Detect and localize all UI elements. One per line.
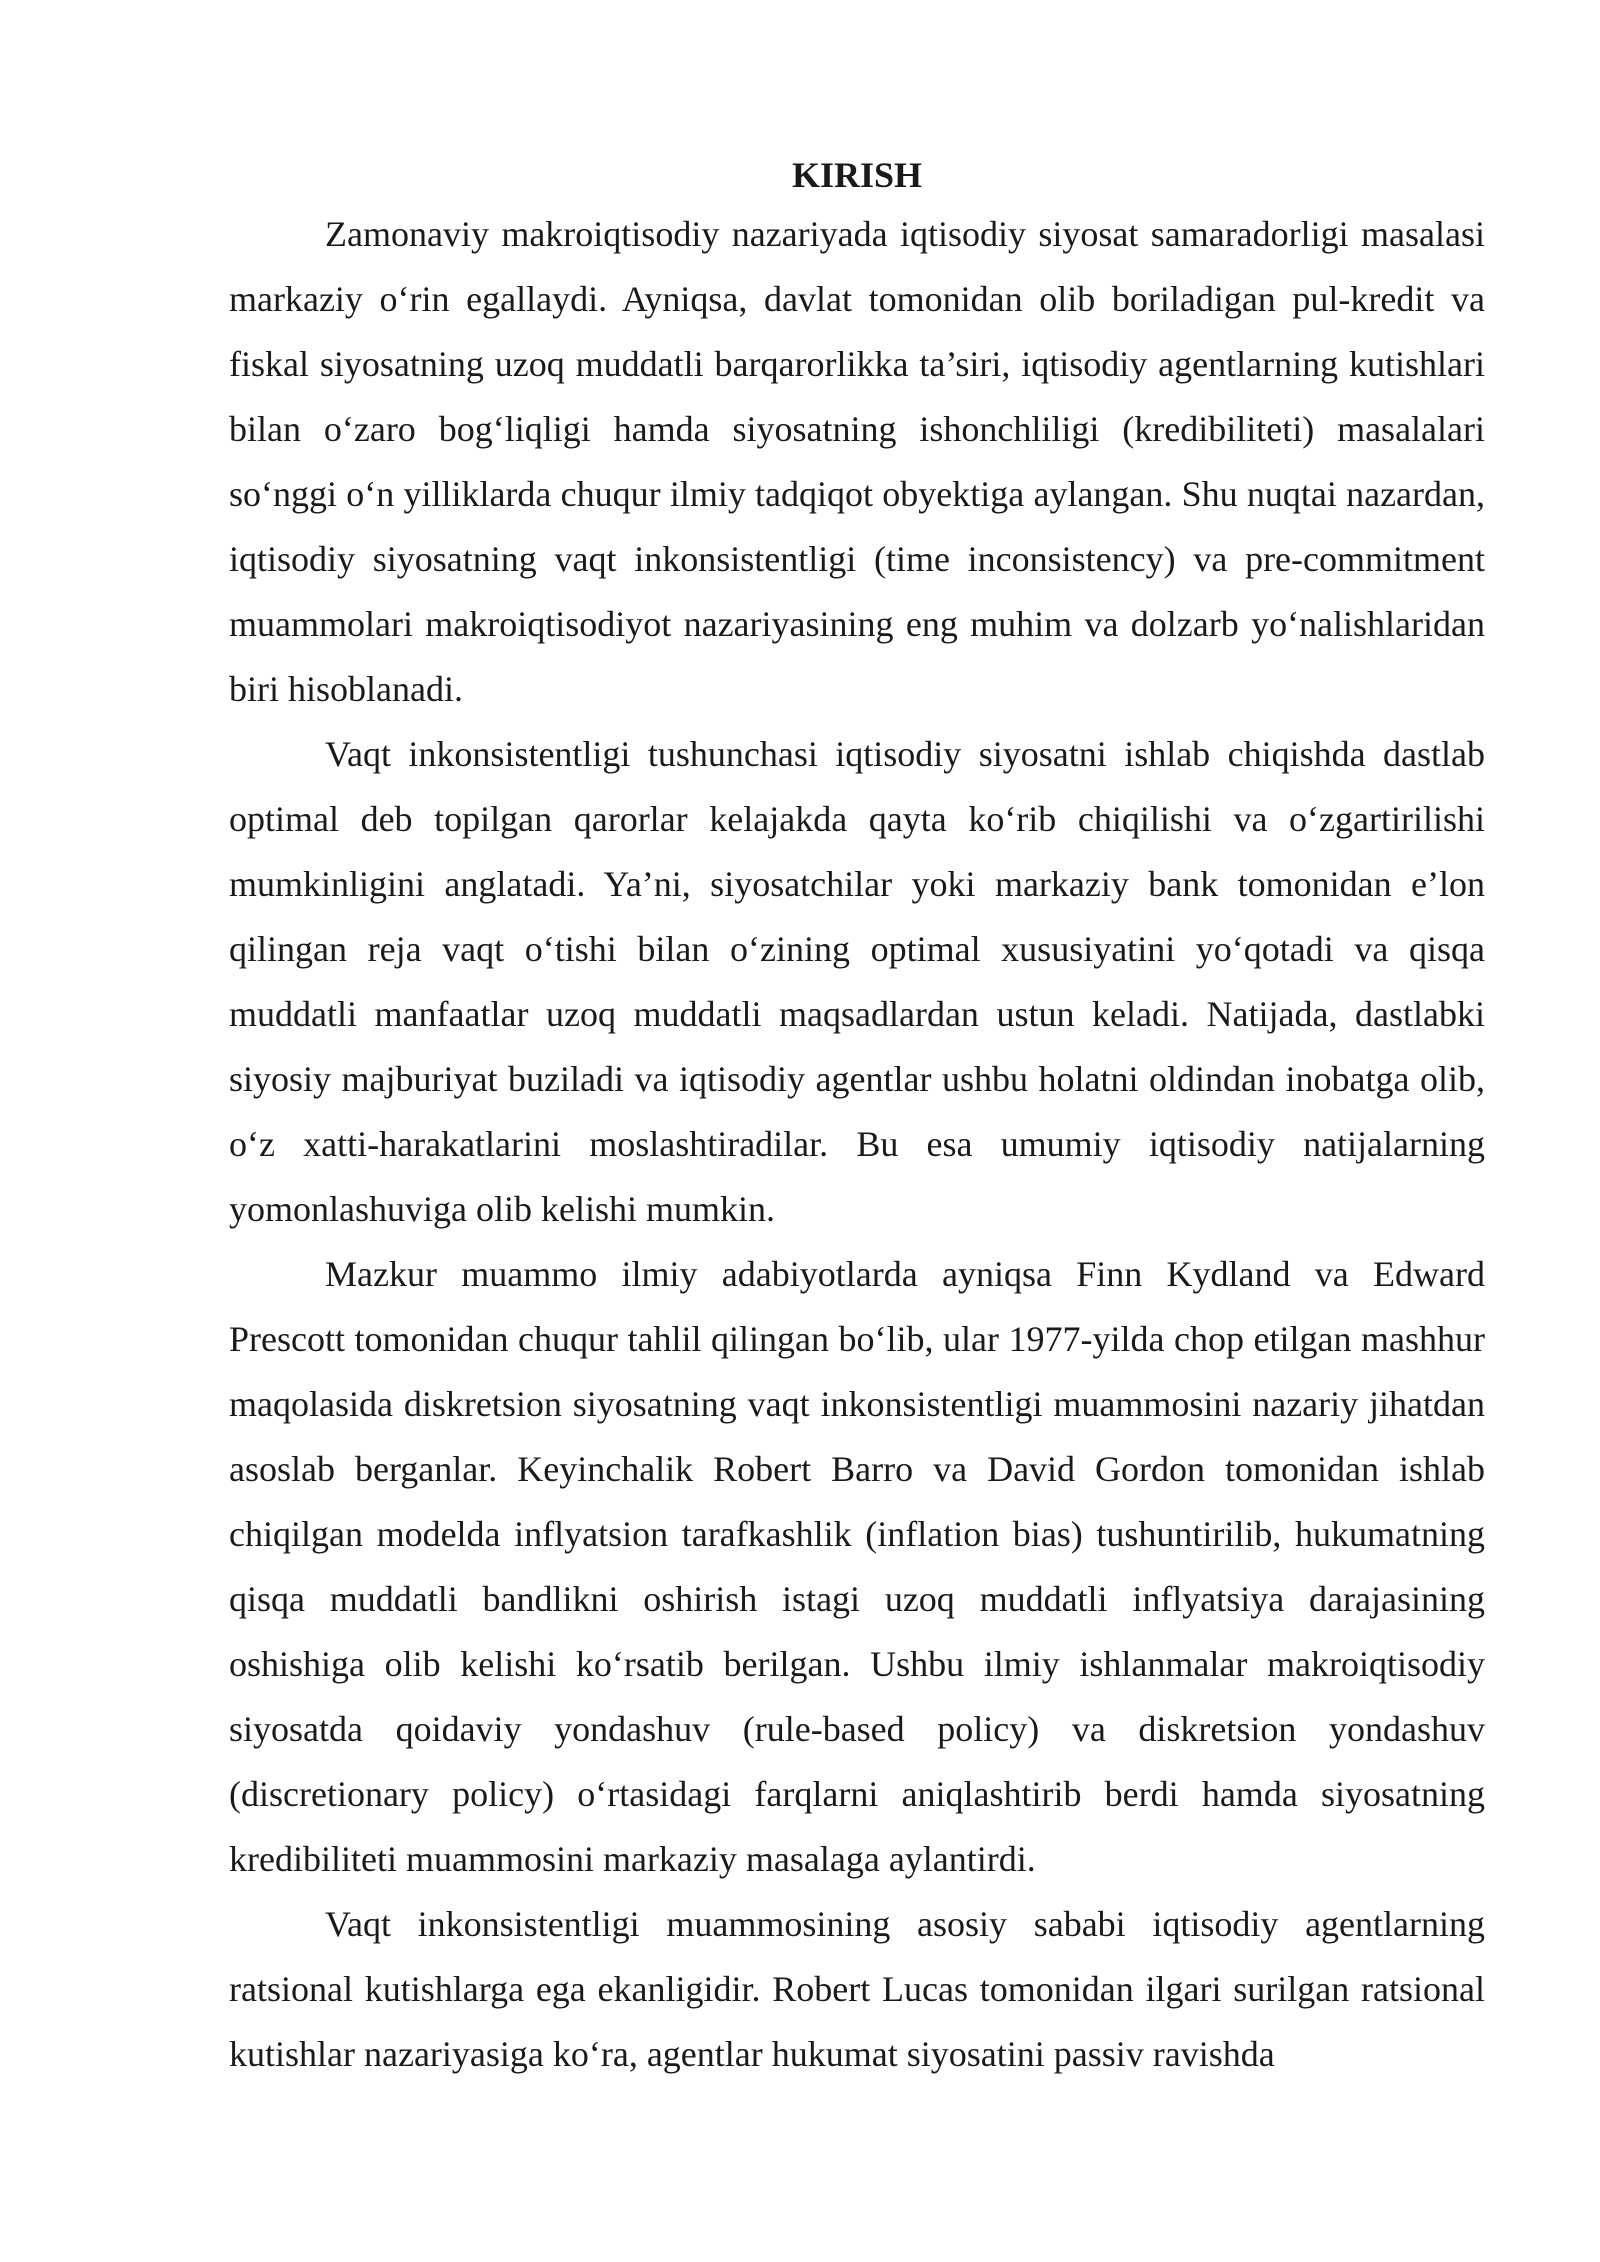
section-title: KIRISH xyxy=(791,155,923,195)
paragraph: Vaqt inkonsistentligi muammosining asosiy sababi iqtisodiy agentlarning ratsional kutishlarga ega ekanligidir. Robert Lucas tomonidan ilgari surilgan ratsional kutishlar nazariyasiga ko‘ra, agentlar hukumat siyosatini passiv ravishda xyxy=(229,1904,1485,2074)
paragraph: Zamonaviy makroiqtisodiy nazariyada iqtisodiy siyosat samaradorligi masalasi markaziy o‘rin egallaydi. Ayniqsa, davlat tomonidan olib boriladigan pul-kredit va fiskal siyosatning uzoq muddatli barqarorlikka ta’siri, iqtisodiy agentlarning kutishlari bilan o‘zaro bog‘liqligi hamda siyosatning ishonchliligi (kredibiliteti) masalalari so‘nggi o‘n yilliklarda chuqur ilmiy tadqiqot obyektiga aylangan. Shu nuqtai nazardan, iqtisodiy siyosatning vaqt inkonsistentligi (time inconsistency) va pre-commitment muammolari makroiqtisodiyot nazariyasining eng muhim va dolzarb yo‘nalishlaridan biri hisoblanadi. xyxy=(229,214,1485,709)
paragraph: Mazkur muammo ilmiy adabiyotlarda ayniqsa Finn Kydland va Edward Prescott tomonidan chuqur tahlil qilingan bo‘lib, ular 1977-yilda chop etilgan mashhur maqolasida diskretsion siyosatning vaqt inkonsistentligi muammosini nazariy jihatdan asoslab berganlar. Keyinchalik Robert Barro va David Gordon tomonidan ishlab chiqilgan modelda inflyatsion tarafkashlik (inflation bias) tushuntirilib, hukumatning qisqa muddatli bandlikni oshirish istagi uzoq muddatli inflyatsiya darajasining oshishiga olib kelishi ko‘rsatib berilgan. Ushbu ilmiy ishlanmalar makroiqtisodiy siyosatda qoidaviy yondashuv (rule-based policy) va diskretsion yondashuv (discretionary policy) o‘rtasidagi farqlarni aniqlashtirib berdi hamda siyosatning kredibiliteti muammosini markaziy masalaga aylantirdi. xyxy=(229,1254,1485,1879)
paragraph: Vaqt inkonsistentligi tushunchasi iqtisodiy siyosatni ishlab chiqishda dastlab optimal deb topilgan qarorlar kelajakda qayta ko‘rib chiqilishi va o‘zgartirilishi mumkinligini anglatadi. Ya’ni, siyosatchilar yoki markaziy bank tomonidan e’lon qilingan reja vaqt o‘tishi bilan o‘zining optimal xususiyatini yo‘qotadi va qisqa muddatli manfaatlar uzoq muddatli maqsadlardan ustun keladi. Natijada, dastlabki siyosiy majburiyat buziladi va iqtisodiy agentlar ushbu holatni oldindan inobatga olib, o‘z xatti-harakatlarini moslashtiradilar. Bu esa umumiy iqtisodiy natijalarning yomonlashuviga olib kelishi mumkin. xyxy=(229,734,1485,1229)
page-content xyxy=(229,148,1485,2087)
